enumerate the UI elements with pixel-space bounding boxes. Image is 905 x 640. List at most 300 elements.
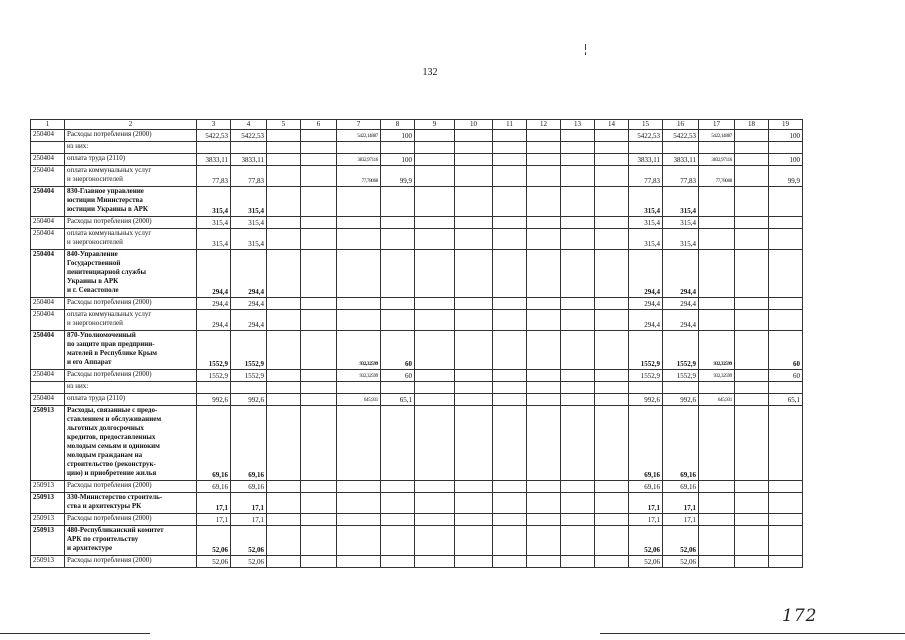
empty-cell (455, 166, 493, 187)
empty-cell (561, 250, 595, 298)
row-name: Расходы потребления (2000) (65, 370, 197, 382)
cell-col-16: 315,4 (663, 217, 699, 229)
cell-col-8 (381, 229, 415, 250)
cell-col-3: 294,4 (197, 298, 231, 310)
empty-cell (527, 166, 561, 187)
column-header: 1 (31, 120, 65, 130)
cell-col-19 (769, 481, 803, 493)
cell-col-17 (699, 310, 735, 331)
row-code: 250913 (31, 481, 65, 493)
empty-cell (595, 493, 629, 514)
cell-col-17 (699, 481, 735, 493)
cell-col-3: 294,4 (197, 250, 231, 298)
cell-col-7 (337, 310, 381, 331)
empty-cell (455, 187, 493, 217)
cell-col-15: 1552,9 (629, 370, 663, 382)
cell-col-16: 3833,11 (663, 154, 699, 166)
cell-col-16: 992,6 (663, 394, 699, 406)
row-name: Расходы потребления (2000) (65, 130, 197, 142)
cell-col-19 (769, 142, 803, 154)
cell-col-8 (381, 526, 415, 556)
empty-cell (267, 526, 301, 556)
empty-cell (267, 310, 301, 331)
cell-col-8: 65,1 (381, 394, 415, 406)
cell-col-15: 3833,11 (629, 154, 663, 166)
table-row (31, 481, 803, 493)
cell-col-4: 992,6 (231, 394, 267, 406)
empty-cell (415, 166, 455, 187)
column-header: 9 (415, 120, 455, 130)
empty-cell (527, 481, 561, 493)
cell-col-15: 69,16 (629, 481, 663, 493)
column-header: 13 (561, 120, 595, 130)
empty-cell (301, 493, 337, 514)
cell-col-8 (381, 310, 415, 331)
empty-cell (595, 166, 629, 187)
table-row (31, 310, 803, 331)
empty-cell (267, 142, 301, 154)
table-row (31, 331, 803, 370)
cell-col-7 (337, 250, 381, 298)
empty-cell (595, 142, 629, 154)
empty-cell (267, 481, 301, 493)
empty-cell (527, 556, 561, 568)
cell-col-15: 294,4 (629, 310, 663, 331)
cell-col-17 (699, 526, 735, 556)
empty-cell (735, 370, 769, 382)
column-header: 12 (527, 120, 561, 130)
cell-col-3 (197, 382, 231, 394)
cell-col-4: 315,4 (231, 187, 267, 217)
row-code: 250404 (31, 229, 65, 250)
empty-cell (415, 187, 455, 217)
cell-col-3: 52,06 (197, 556, 231, 568)
empty-cell (561, 481, 595, 493)
cell-col-17 (699, 250, 735, 298)
empty-cell (527, 298, 561, 310)
empty-cell (493, 310, 527, 331)
empty-cell (527, 154, 561, 166)
cell-col-16: 69,16 (663, 481, 699, 493)
cell-col-8 (381, 481, 415, 493)
empty-cell (455, 298, 493, 310)
empty-cell (455, 130, 493, 142)
empty-cell (493, 217, 527, 229)
row-code: 250404 (31, 166, 65, 187)
empty-cell (493, 331, 527, 370)
empty-cell (561, 130, 595, 142)
cell-col-15: 17,1 (629, 514, 663, 526)
cell-col-3: 294,4 (197, 310, 231, 331)
empty-cell (527, 382, 561, 394)
handwritten-sheet-number: 172 (782, 606, 818, 626)
empty-cell (735, 166, 769, 187)
empty-cell (561, 142, 595, 154)
row-code: 250913 (31, 493, 65, 514)
cell-col-4: 17,1 (231, 493, 267, 514)
cell-col-3: 69,16 (197, 481, 231, 493)
empty-cell (493, 481, 527, 493)
empty-cell (595, 250, 629, 298)
empty-cell (301, 217, 337, 229)
cell-col-15: 315,4 (629, 187, 663, 217)
empty-cell (735, 250, 769, 298)
cell-col-19 (769, 526, 803, 556)
empty-cell (595, 514, 629, 526)
empty-cell (527, 394, 561, 406)
empty-cell (301, 250, 337, 298)
cell-col-3: 69,16 (197, 406, 231, 481)
cell-col-8 (381, 187, 415, 217)
cell-col-16: 294,4 (663, 310, 699, 331)
cell-col-15: 315,4 (629, 229, 663, 250)
table-row (31, 526, 803, 556)
empty-cell (561, 556, 595, 568)
column-header: 17 (699, 120, 735, 130)
empty-cell (301, 382, 337, 394)
empty-cell (455, 556, 493, 568)
empty-cell (301, 370, 337, 382)
empty-cell (561, 394, 595, 406)
empty-cell (735, 526, 769, 556)
cell-col-19: 60 (769, 331, 803, 370)
empty-cell (415, 394, 455, 406)
cell-col-4 (231, 382, 267, 394)
empty-cell (527, 331, 561, 370)
cell-col-7 (337, 556, 381, 568)
row-name: Расходы потребления (2000) (65, 514, 197, 526)
empty-cell (267, 217, 301, 229)
cell-col-16: 5422,53 (663, 130, 699, 142)
empty-cell (493, 154, 527, 166)
cell-col-8 (381, 406, 415, 481)
empty-cell (595, 187, 629, 217)
cell-col-3: 3833,11 (197, 154, 231, 166)
budget-table (30, 119, 803, 568)
row-code: 250404 (31, 250, 65, 298)
cell-col-15: 294,4 (629, 250, 663, 298)
cell-col-19: 99,9 (769, 166, 803, 187)
empty-cell (595, 481, 629, 493)
row-code: 250913 (31, 526, 65, 556)
cell-col-16: 1552,9 (663, 331, 699, 370)
cell-col-17 (699, 298, 735, 310)
empty-cell (301, 298, 337, 310)
empty-cell (595, 370, 629, 382)
cell-col-19 (769, 406, 803, 481)
empty-cell (267, 394, 301, 406)
cell-col-16 (663, 382, 699, 394)
empty-cell (527, 217, 561, 229)
row-code: 250404 (31, 310, 65, 331)
cell-col-4: 294,4 (231, 298, 267, 310)
column-header: 15 (629, 120, 663, 130)
empty-cell (455, 526, 493, 556)
empty-cell (493, 406, 527, 481)
cell-col-7 (337, 481, 381, 493)
cell-col-17 (699, 382, 735, 394)
cell-col-19 (769, 310, 803, 331)
empty-cell (493, 142, 527, 154)
empty-cell (595, 394, 629, 406)
cell-col-4: 69,16 (231, 406, 267, 481)
empty-cell (267, 187, 301, 217)
cell-col-7: 77,78068 (337, 166, 381, 187)
cell-col-15 (629, 382, 663, 394)
empty-cell (527, 493, 561, 514)
empty-cell (735, 298, 769, 310)
empty-cell (301, 331, 337, 370)
cell-col-15: 1552,9 (629, 331, 663, 370)
cell-col-3: 52,06 (197, 526, 231, 556)
empty-cell (527, 406, 561, 481)
empty-cell (415, 130, 455, 142)
empty-cell (415, 406, 455, 481)
empty-cell (493, 394, 527, 406)
column-header: 3 (197, 120, 231, 130)
row-name: Расходы, связанные с предо- ставлением и обслуживанием льготных долгосрочных кредитов, предоставленных молодым семьям и одиноким молодым гражданам на строительство (реконструк- цию) и приобретение жилья (65, 406, 197, 481)
table-row (31, 154, 803, 166)
cell-col-7 (337, 514, 381, 526)
empty-cell (267, 514, 301, 526)
table-row (31, 406, 803, 481)
column-header: 7 (337, 120, 381, 130)
cell-col-4: 315,4 (231, 229, 267, 250)
cell-col-8: 60 (381, 331, 415, 370)
empty-cell (415, 154, 455, 166)
empty-cell (527, 514, 561, 526)
cell-col-7 (337, 298, 381, 310)
page-edge-line (600, 633, 905, 634)
cell-col-17: 77,78068 (699, 166, 735, 187)
empty-cell (455, 394, 493, 406)
empty-cell (595, 406, 629, 481)
cell-col-16: 1552,9 (663, 370, 699, 382)
row-name: оплата труда (2110) (65, 394, 197, 406)
empty-cell (267, 370, 301, 382)
cell-col-4: 77,83 (231, 166, 267, 187)
cell-col-4: 69,16 (231, 481, 267, 493)
cell-col-7 (337, 406, 381, 481)
cell-col-8 (381, 514, 415, 526)
empty-cell (415, 493, 455, 514)
empty-cell (455, 310, 493, 331)
cell-col-3: 1552,9 (197, 370, 231, 382)
cell-col-15: 17,1 (629, 493, 663, 514)
empty-cell (527, 370, 561, 382)
cell-col-15 (629, 142, 663, 154)
empty-cell (415, 250, 455, 298)
empty-cell (493, 250, 527, 298)
empty-cell (415, 331, 455, 370)
cell-col-8: 100 (381, 154, 415, 166)
cell-col-15: 52,06 (629, 526, 663, 556)
empty-cell (735, 310, 769, 331)
cell-col-3: 17,1 (197, 514, 231, 526)
empty-cell (455, 406, 493, 481)
cell-col-17: 932,32599 (699, 370, 735, 382)
cell-col-7 (337, 217, 381, 229)
empty-cell (527, 187, 561, 217)
row-name: оплата труда (2110) (65, 154, 197, 166)
cell-col-8 (381, 217, 415, 229)
cell-col-16: 17,1 (663, 493, 699, 514)
cell-col-19: 65,1 (769, 394, 803, 406)
table-row (31, 556, 803, 568)
empty-cell (561, 298, 595, 310)
empty-cell (415, 229, 455, 250)
cell-col-3: 77,83 (197, 166, 231, 187)
empty-cell (561, 154, 595, 166)
empty-cell (527, 526, 561, 556)
cell-col-8 (381, 250, 415, 298)
cell-col-15: 315,4 (629, 217, 663, 229)
empty-cell (301, 310, 337, 331)
empty-cell (561, 514, 595, 526)
row-name: 480-Республиканский комитет АРК по строительству и архитектуре (65, 526, 197, 556)
row-name: 830-Главное управление юстиции Министерства юстиции Украины в АРК (65, 187, 197, 217)
empty-cell (493, 130, 527, 142)
empty-cell (455, 229, 493, 250)
empty-cell (301, 556, 337, 568)
cell-col-7 (337, 142, 381, 154)
empty-cell (735, 217, 769, 229)
cell-col-8 (381, 493, 415, 514)
cell-col-15: 294,4 (629, 298, 663, 310)
cell-col-8: 99,9 (381, 166, 415, 187)
empty-cell (267, 130, 301, 142)
empty-cell (735, 331, 769, 370)
empty-cell (735, 382, 769, 394)
cell-col-19 (769, 187, 803, 217)
empty-cell (267, 556, 301, 568)
cell-col-4: 52,06 (231, 526, 267, 556)
cell-col-4: 315,4 (231, 217, 267, 229)
empty-cell (735, 406, 769, 481)
cell-col-8: 60 (381, 370, 415, 382)
empty-cell (455, 154, 493, 166)
empty-cell (595, 331, 629, 370)
row-name: Расходы потребления (2000) (65, 481, 197, 493)
cell-col-19: 100 (769, 154, 803, 166)
row-name: Расходы потребления (2000) (65, 556, 197, 568)
table-row (31, 217, 803, 229)
empty-cell (267, 166, 301, 187)
cell-col-19 (769, 250, 803, 298)
empty-cell (735, 493, 769, 514)
cell-col-7 (337, 187, 381, 217)
empty-cell (455, 514, 493, 526)
empty-cell (493, 514, 527, 526)
empty-cell (301, 229, 337, 250)
row-name: из них: (65, 142, 197, 154)
empty-cell (267, 250, 301, 298)
cell-col-17 (699, 406, 735, 481)
column-header: 14 (595, 120, 629, 130)
cell-col-15: 52,06 (629, 556, 663, 568)
cell-col-19: 100 (769, 130, 803, 142)
cell-col-17: 932,32599 (699, 331, 735, 370)
empty-cell (493, 382, 527, 394)
cell-col-19 (769, 514, 803, 526)
row-code (31, 382, 65, 394)
cell-col-16: 52,06 (663, 556, 699, 568)
empty-cell (561, 187, 595, 217)
empty-cell (301, 130, 337, 142)
empty-cell (415, 310, 455, 331)
empty-cell (455, 217, 493, 229)
empty-cell (301, 166, 337, 187)
cell-col-19 (769, 382, 803, 394)
empty-cell (735, 514, 769, 526)
row-code: 250913 (31, 514, 65, 526)
table-row (31, 187, 803, 217)
cell-col-4 (231, 142, 267, 154)
empty-cell (527, 250, 561, 298)
empty-cell (595, 382, 629, 394)
cell-col-17 (699, 142, 735, 154)
empty-cell (415, 370, 455, 382)
cell-col-4: 1552,9 (231, 370, 267, 382)
cell-col-17: 645,931 (699, 394, 735, 406)
empty-cell (267, 298, 301, 310)
empty-cell (595, 130, 629, 142)
cell-col-15: 992,6 (629, 394, 663, 406)
empty-cell (301, 394, 337, 406)
empty-cell (415, 556, 455, 568)
empty-cell (595, 229, 629, 250)
empty-cell (561, 217, 595, 229)
empty-cell (455, 250, 493, 298)
cell-col-16: 294,4 (663, 250, 699, 298)
empty-cell (455, 382, 493, 394)
empty-cell (415, 217, 455, 229)
empty-cell (301, 187, 337, 217)
empty-cell (493, 556, 527, 568)
cell-col-17 (699, 556, 735, 568)
cell-col-8 (381, 382, 415, 394)
row-code: 250404 (31, 130, 65, 142)
empty-cell (267, 229, 301, 250)
cell-col-16 (663, 142, 699, 154)
table-row (31, 394, 803, 406)
empty-cell (561, 370, 595, 382)
row-code: 250913 (31, 556, 65, 568)
cell-col-16: 52,06 (663, 526, 699, 556)
table-row (31, 142, 803, 154)
empty-cell (735, 481, 769, 493)
cell-col-3 (197, 142, 231, 154)
row-name: оплата коммунальных услуг и энергоносителей (65, 310, 197, 331)
page-edge-line (0, 633, 150, 634)
cell-col-19 (769, 493, 803, 514)
cell-col-16: 69,16 (663, 406, 699, 481)
row-name: оплата коммунальных услуг и энергоносителей (65, 229, 197, 250)
empty-cell (735, 229, 769, 250)
cell-col-8 (381, 556, 415, 568)
cell-col-17 (699, 217, 735, 229)
empty-cell (561, 526, 595, 556)
cell-col-3: 1552,9 (197, 331, 231, 370)
empty-cell (493, 187, 527, 217)
cell-col-15: 77,83 (629, 166, 663, 187)
cell-col-7: 645,931 (337, 394, 381, 406)
empty-cell (561, 310, 595, 331)
cell-col-17 (699, 187, 735, 217)
row-code: 250404 (31, 217, 65, 229)
empty-cell (493, 526, 527, 556)
cell-col-7: 932,32599 (337, 370, 381, 382)
